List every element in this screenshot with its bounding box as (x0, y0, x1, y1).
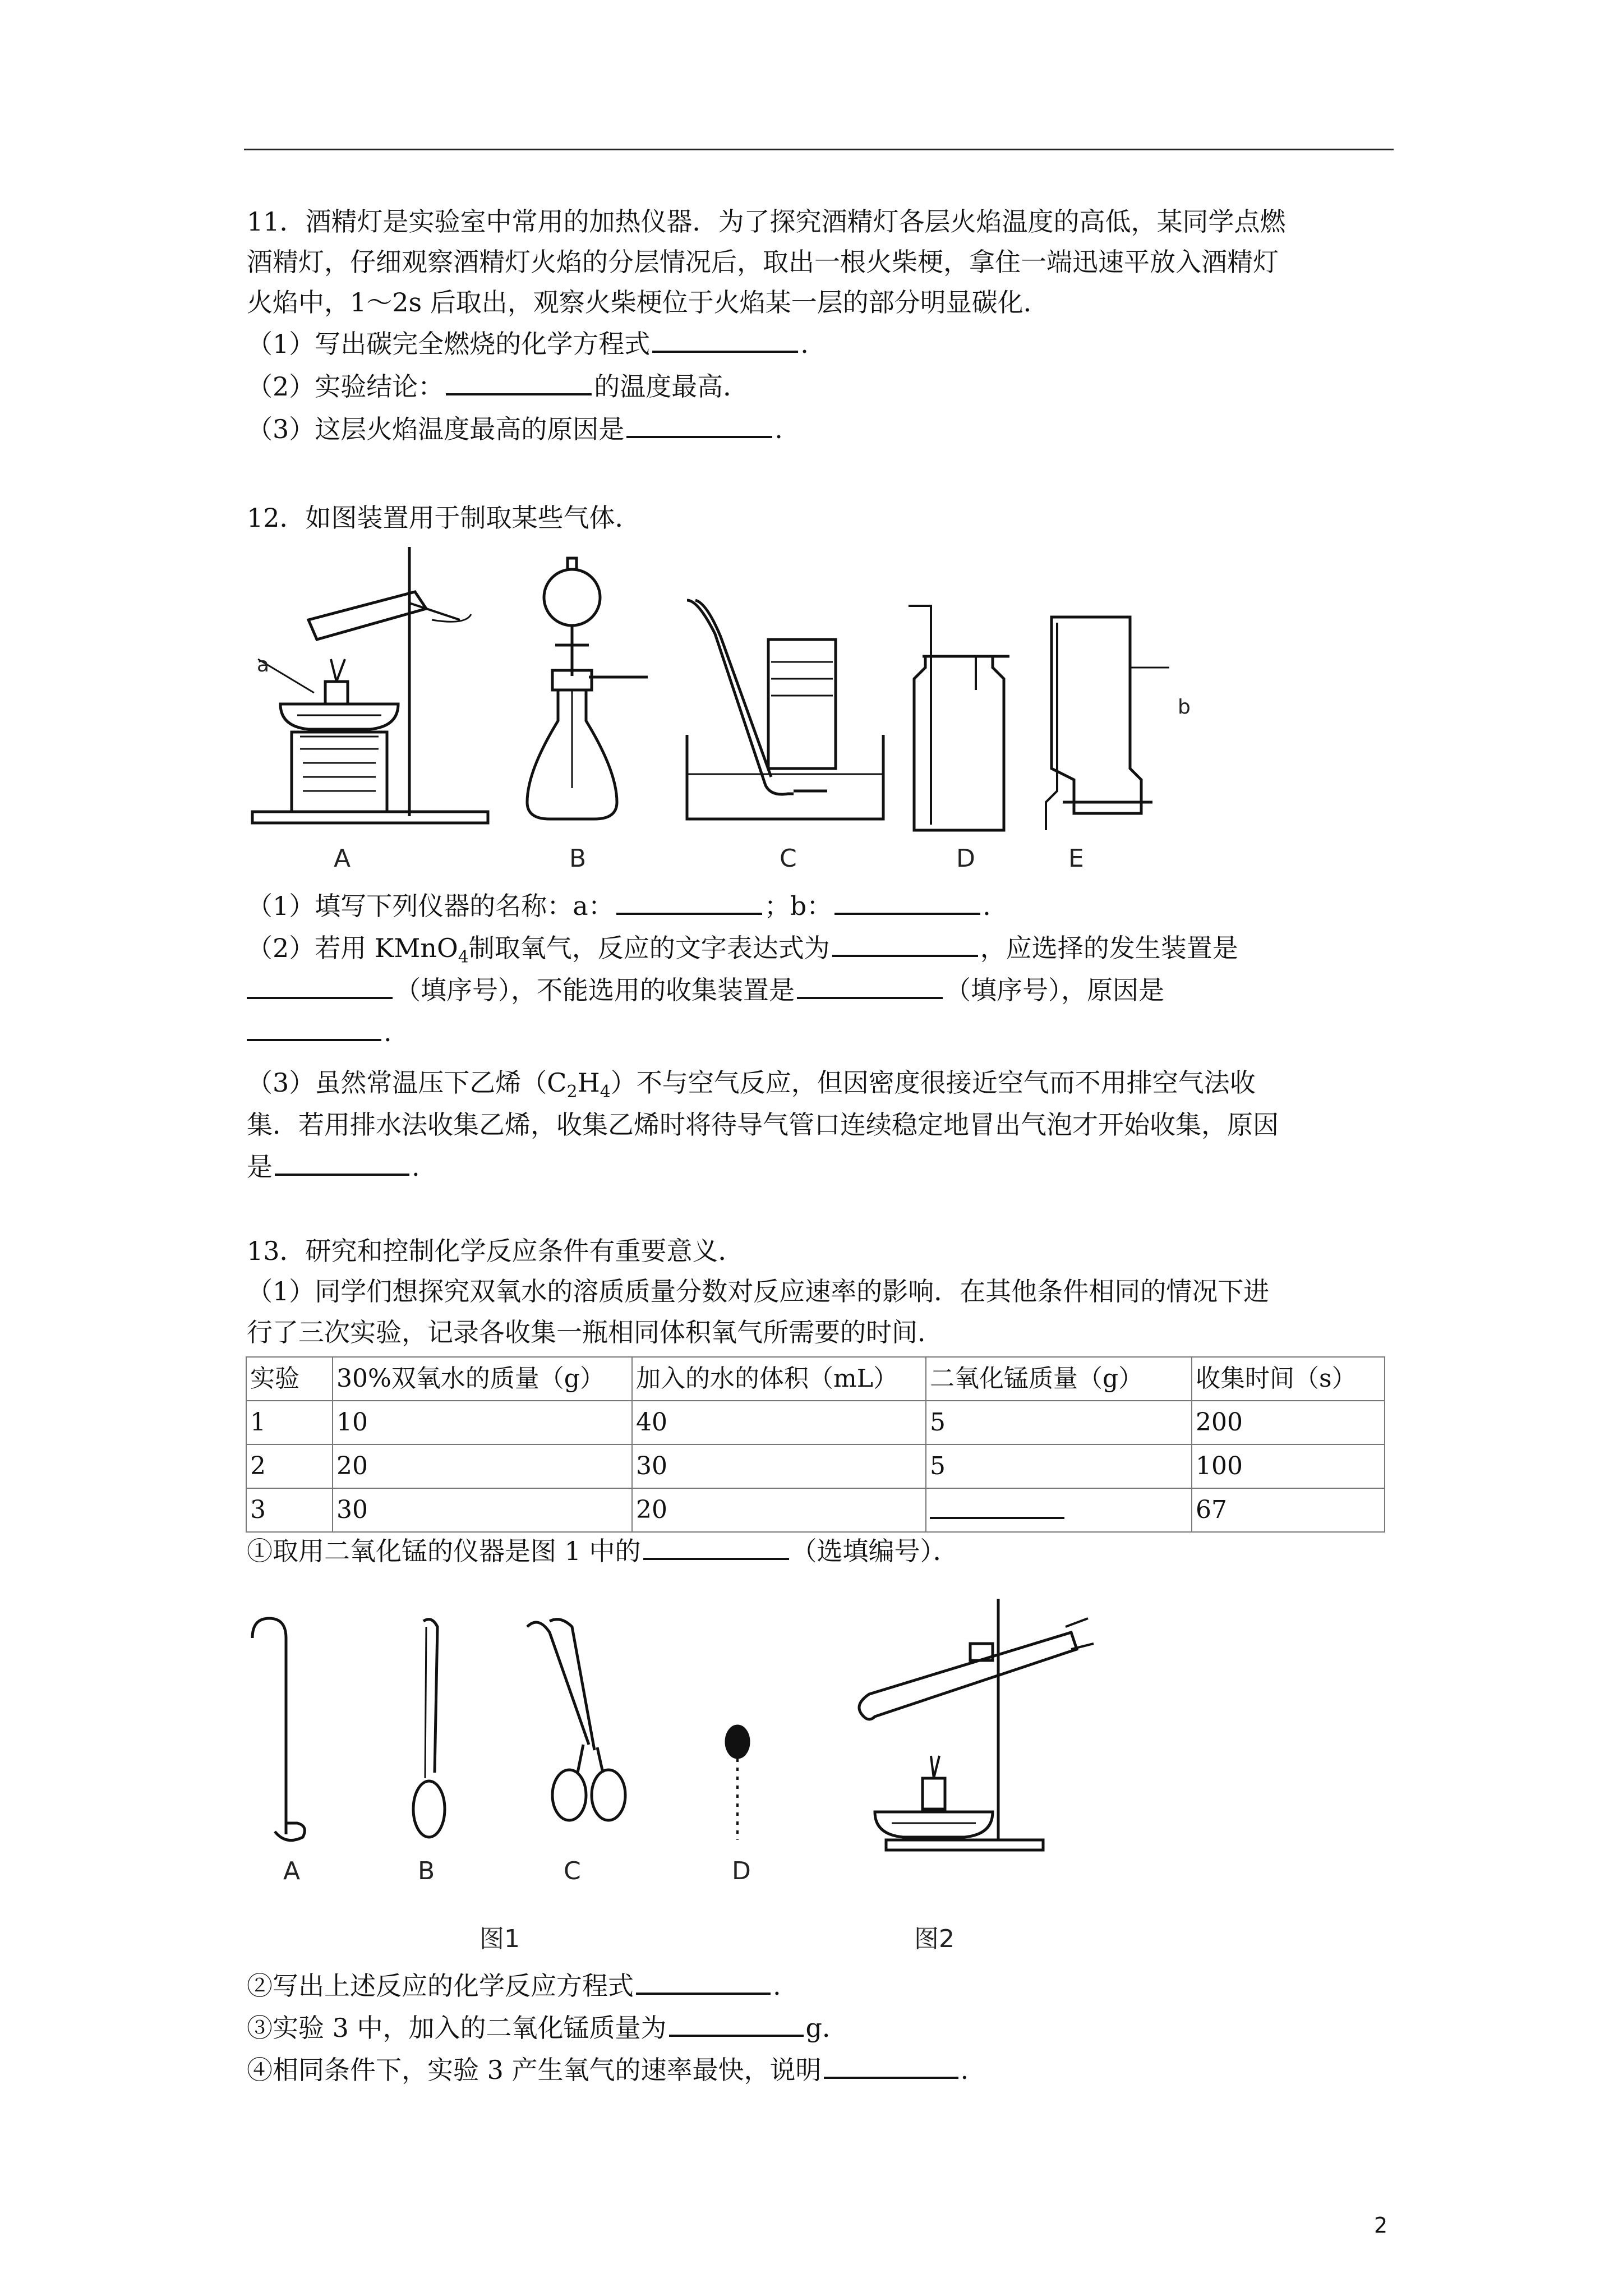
q13-sub2: ②写出上述反应的化学反应方程式 . (247, 1971, 781, 2001)
table-cell-blank[interactable] (926, 1488, 1192, 1532)
table-cell: 20 (632, 1488, 926, 1532)
table-cell: 30 (333, 1488, 632, 1532)
q13-blank-mass[interactable] (669, 2012, 804, 2037)
q12-part2-sub: 4 (458, 947, 469, 968)
q13-sub3-text-end: g． (805, 2013, 848, 2043)
q12-blank-generator[interactable] (247, 974, 393, 999)
table-header-cell: 30%双氧水的质量（g） (333, 1357, 632, 1401)
table-cell: 200 (1192, 1401, 1385, 1444)
q12-part1-text-b: ；b： (764, 891, 833, 921)
table-header-cell: 加入的水的体积（mL） (632, 1357, 926, 1401)
q12-part2-line1 (247, 931, 1238, 974)
q11-part3-text: （3）这层火焰温度最高的原因是 (247, 414, 625, 444)
q12-blank-reason[interactable] (247, 1016, 381, 1041)
q12-part3-line3: 是 . (247, 1152, 420, 1182)
apparatus-e-drawing (1040, 611, 1186, 836)
q13-sub1-text-end: （选填编号）． (791, 1536, 959, 1566)
apparatus-c-drawing (681, 600, 889, 830)
q11-blank2[interactable] (446, 371, 592, 395)
device-label-b: B (569, 844, 587, 873)
q12-part3-line1 (247, 1066, 1256, 1109)
table-cell: 1 (246, 1401, 333, 1444)
table-header-row (246, 1357, 1385, 1401)
q12-intro: 12．如图装置用于制取某些气体． (247, 503, 641, 533)
q13-sub1-text: ①取用二氧化锰的仪器是图 1 中的 (247, 1536, 641, 1566)
q11-part2-text-end: 的温度最高． (594, 371, 749, 402)
device-label-e: E (1068, 844, 1084, 873)
q11-part2-text: （2）实验结论： (247, 371, 444, 402)
table-cell: 20 (333, 1444, 632, 1488)
q13-intro: 13．研究和控制化学反应条件有重要意义． (247, 1236, 744, 1266)
q12-part3-sub1: 2 (566, 1082, 578, 1102)
apparatus-a-drawing (247, 547, 516, 833)
device-label-d: D (956, 844, 975, 873)
q11-part1: （1）写出碳完全燃烧的化学方程式 . (247, 329, 809, 359)
device-label-c: C (780, 844, 797, 873)
label-b: b (1178, 696, 1191, 719)
figure1-caption: 图1 (479, 1925, 520, 1953)
q12-part1: （1）填写下列仪器的名称：a： ；b： . (247, 891, 991, 921)
q12-part2-text-b: 制取氧气，反应的文字表达式为 (468, 933, 830, 963)
fig1-label-a: A (283, 1857, 301, 1885)
q11-intro-line1: 11．酒精灯是实验室中常用的加热仪器．为了探究酒精灯各层火焰温度的高低，某同学点燃 (247, 206, 1286, 237)
q12-blank-equation[interactable] (832, 932, 978, 957)
q12-part1-text: （1）填写下列仪器的名称：a： (247, 891, 614, 921)
table-header-cell: 收集时间（s） (1192, 1357, 1385, 1401)
label-a: a (257, 654, 270, 677)
q12-blank-b[interactable] (834, 890, 980, 915)
fig1-label-d: D (732, 1857, 751, 1885)
ladle-drawing (247, 1616, 325, 1846)
q13-sub1 (247, 1534, 959, 1568)
q13-table-blank[interactable] (930, 1494, 1064, 1519)
q11-blank3[interactable] (626, 413, 772, 438)
table-row (246, 1444, 1385, 1488)
q13-sub3-text: ③实验 3 中，加入的二氧化锰质量为 (247, 2013, 667, 2043)
header-rule (244, 149, 1394, 150)
table-cell: 5 (926, 1401, 1192, 1444)
q11-part3: （3）这层火焰温度最高的原因是 . (247, 414, 783, 444)
q12-part2-text-d: （填序号），不能选用的收集装置是 (395, 975, 795, 1005)
page-number: 2 (1374, 2213, 1388, 2238)
fig1-label-c: C (564, 1857, 581, 1885)
q13-blank-equation[interactable] (636, 1970, 771, 1995)
q12-part3-text-c: ）不与空气反应，但因密度很接近空气而不用排空气法收 (610, 1068, 1256, 1098)
figure2-caption: 图2 (914, 1925, 955, 1953)
table-header-cell: 实验 (246, 1357, 333, 1401)
q11-part1-text: （1）写出碳完全燃烧的化学方程式 (247, 329, 651, 359)
q12-part2-line2 (247, 973, 1164, 1007)
q13-part1-line2: 行了三次实验，记录各收集一瓶相同体积氧气所需要的时间． (247, 1317, 943, 1347)
spoon-drawing (398, 1616, 460, 1846)
table-cell: 2 (246, 1444, 333, 1488)
q12-part3-text-b: H (577, 1068, 600, 1098)
table-cell: 3 (246, 1488, 333, 1532)
q11-intro-line2: 酒精灯，仔细观察酒精灯火焰的分层情况后，取出一根火柴梗，拿住一端迅速平放入酒精灯 (247, 247, 1279, 277)
table-cell: 30 (632, 1444, 926, 1488)
q12-blank-ethylene[interactable] (275, 1151, 409, 1176)
q13-part1-line1: （1）同学们想探究双氧水的溶质质量分数对反应速率的影响．在其他条件相同的情况下进 (247, 1276, 1270, 1306)
q13-sub2-text: ②写出上述反应的化学反应方程式 (247, 1971, 634, 2001)
table-cell: 67 (1192, 1488, 1385, 1532)
table-header-cell: 二氧化锰质量（g） (926, 1357, 1192, 1401)
q11-intro-line3: 火焰中，1～2s 后取出，观察火柴梗位于火焰某一层的部分明显碳化． (247, 287, 1049, 318)
crucible-tongs-drawing (516, 1616, 634, 1846)
q11-blank1[interactable] (652, 328, 798, 353)
q13-sub4: ④相同条件下，实验 3 产生氧气的速率最快，说明 . (247, 2055, 969, 2085)
table-cell: 10 (333, 1401, 632, 1444)
apparatus-d-drawing (903, 606, 1015, 836)
q13-blank-conclusion[interactable] (824, 2054, 958, 2079)
q12-part2-text-c: ，应选择的发生装置是 (980, 933, 1238, 963)
table-cell: 100 (1192, 1444, 1385, 1488)
q12-part2-text-a: （2）若用 KMnO (247, 933, 458, 963)
q12-part3-line2: 集．若用排水法收集乙烯，收集乙烯时将待导气管口连续稳定地冒出气泡才开始收集，原因 (247, 1110, 1279, 1140)
dropper-drawing (712, 1722, 763, 1846)
figure2-drawing (852, 1593, 1116, 1857)
fig1-label-b: B (418, 1857, 435, 1885)
q12-blank-a[interactable] (616, 890, 762, 915)
q12-part3-text-a: （3）虽然常温压下乙烯（C (247, 1068, 567, 1098)
q12-part2-line3: . (247, 1015, 392, 1049)
q12-part3-sub2: 4 (600, 1082, 611, 1102)
q13-blank-instrument[interactable] (643, 1535, 789, 1560)
device-label-a: A (334, 844, 351, 873)
table-cell: 40 (632, 1401, 926, 1444)
apparatus-b-drawing (516, 547, 651, 833)
q13-sub3 (247, 2011, 848, 2045)
q12-part2-text-e: （填序号），原因是 (945, 975, 1164, 1005)
q13-sub4-text: ④相同条件下，实验 3 产生氧气的速率最快，说明 (247, 2055, 822, 2085)
table-row (246, 1401, 1385, 1444)
table-cell: 5 (926, 1444, 1192, 1488)
q12-blank-collector[interactable] (797, 974, 943, 999)
table-row (246, 1488, 1385, 1532)
q12-part3-text-e: 是 (247, 1152, 273, 1182)
q11-part2 (247, 370, 749, 403)
experiment-table (246, 1356, 1385, 1533)
